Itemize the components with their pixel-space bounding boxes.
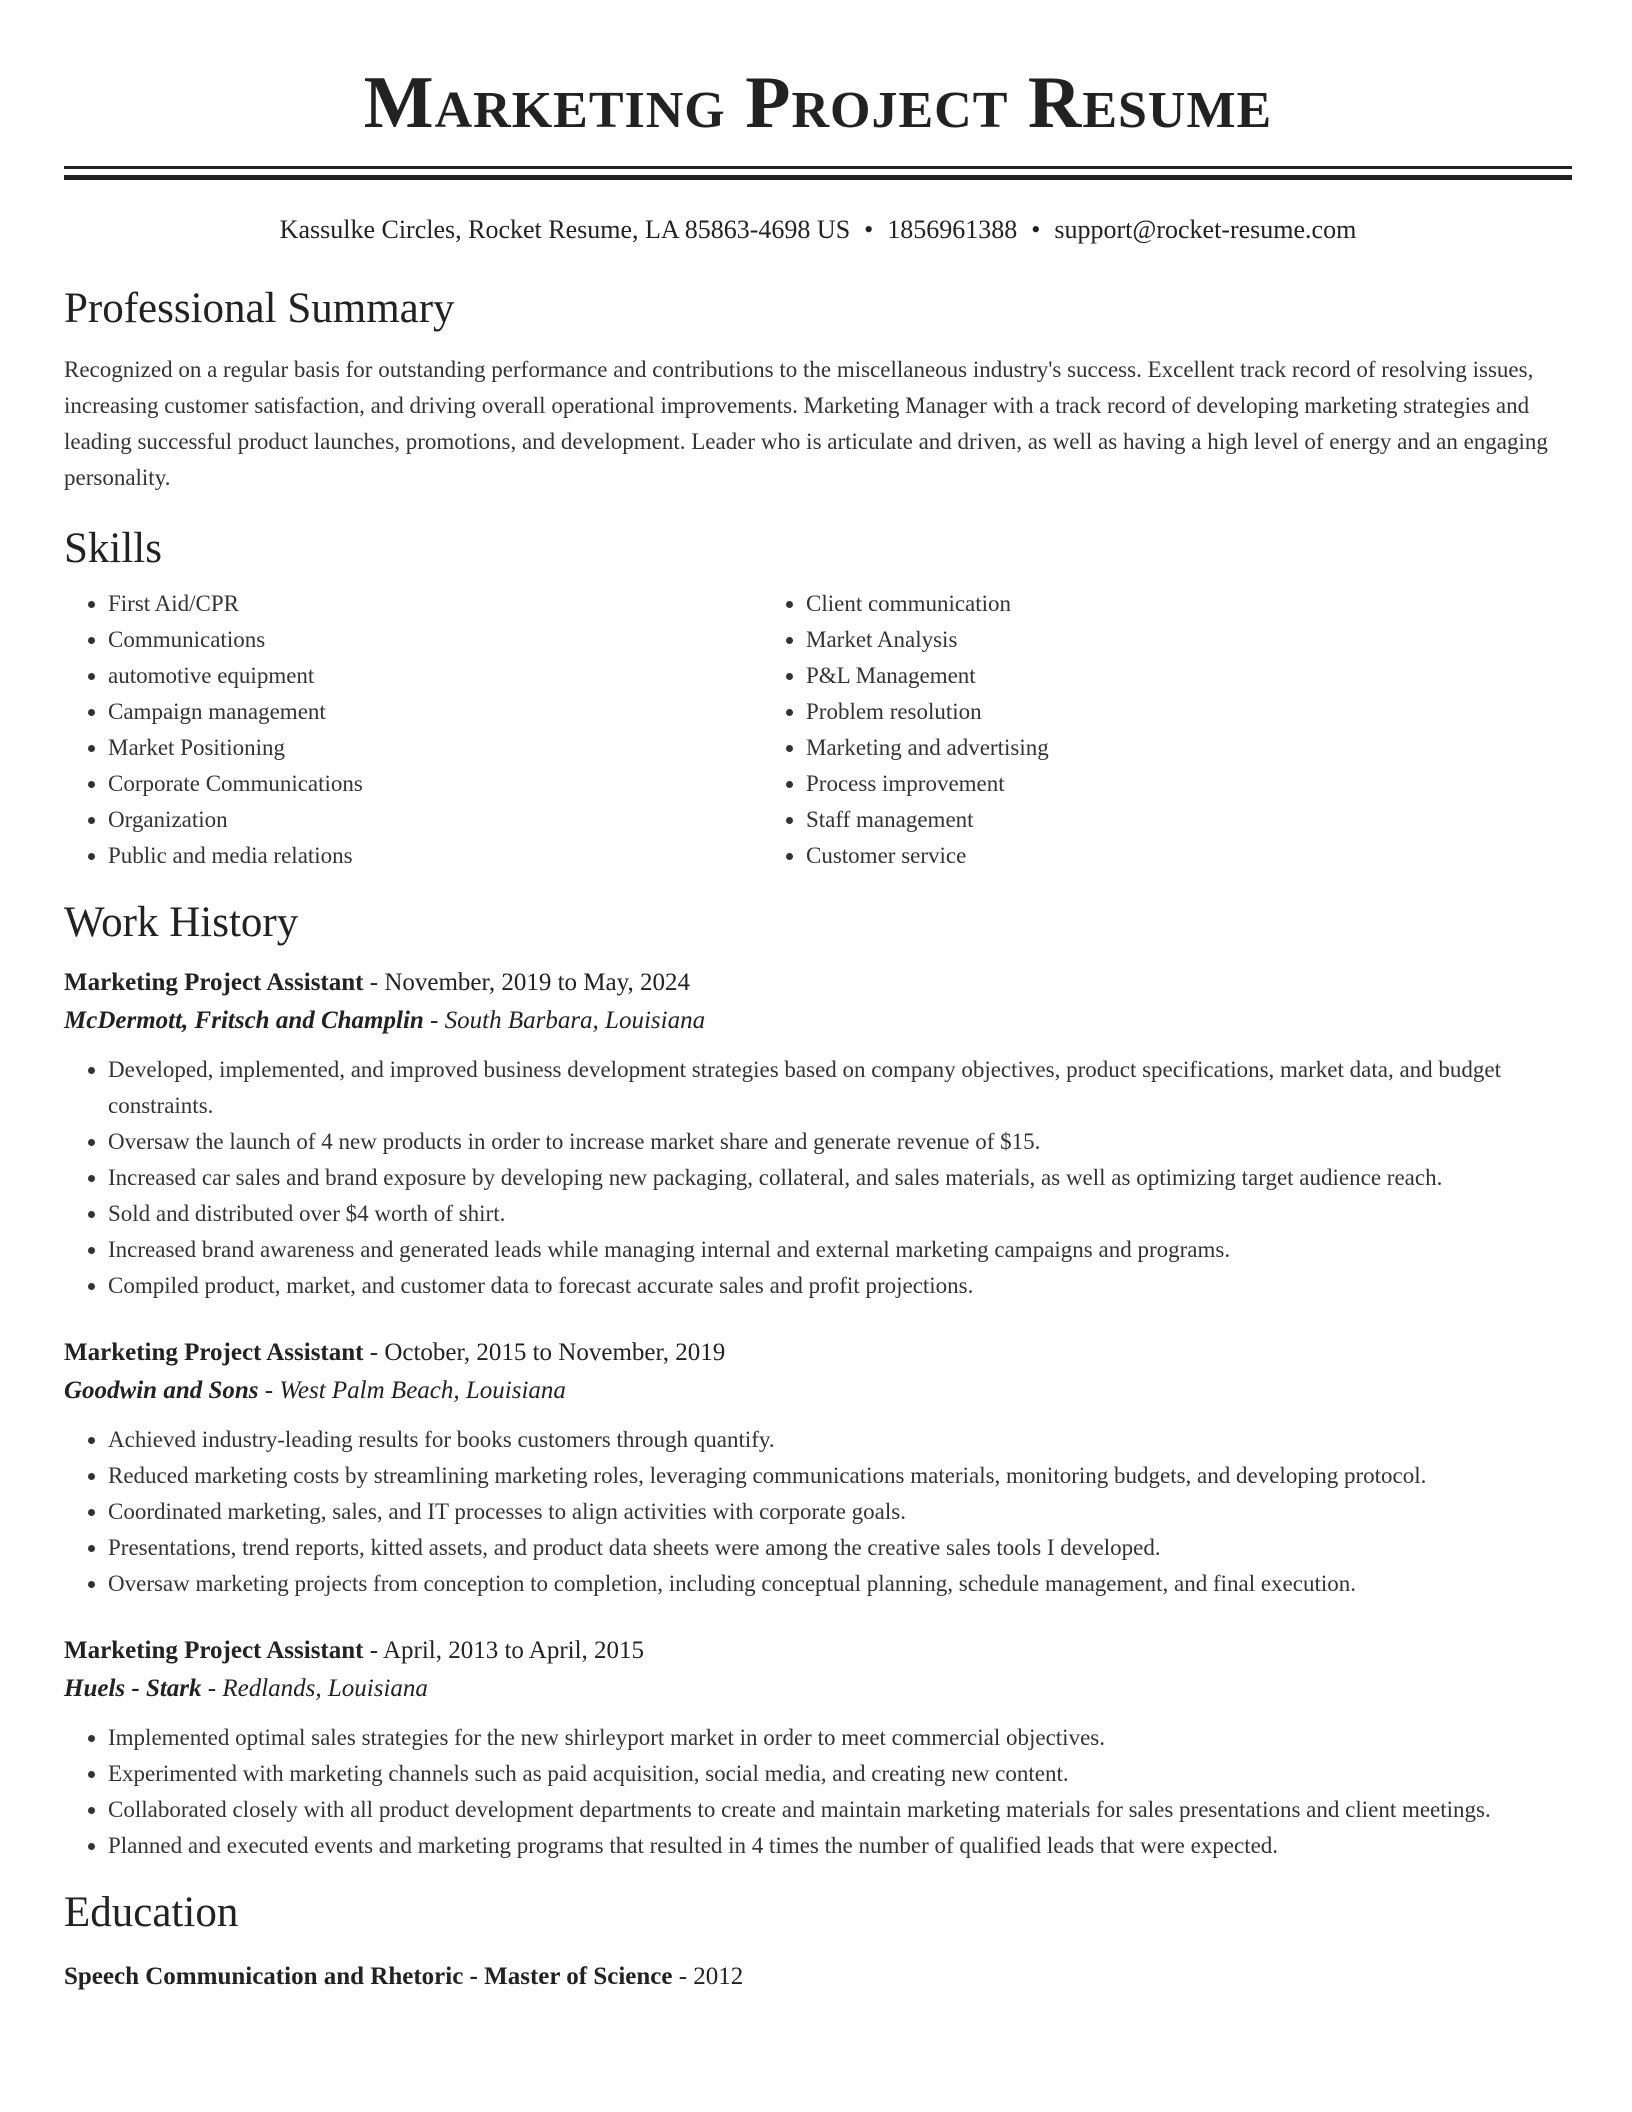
job-dates: - October, 2015 to November, 2019: [363, 1339, 726, 1366]
job-bullet: • Presentations, trend reports, kitted assets, and product data sheets were among the creative sales tools I developed.: [108, 1530, 1572, 1566]
skill-item: • P&L Management: [806, 658, 1572, 694]
skill-item: • Corporate Communications: [108, 766, 762, 802]
job-bullet: • Implemented optimal sales strategies for the new shirleyport market in order to meet commercial objectives.: [108, 1720, 1572, 1756]
job-company: Huels - Stark: [64, 1675, 202, 1702]
resume-page: [64, 0, 1572, 1996]
skill-item: • Process improvement: [806, 766, 1572, 802]
job-title-line: [64, 1632, 1572, 1670]
skill-item: • Campaign management: [108, 694, 762, 730]
contact-line: [64, 214, 1572, 246]
skills-list-right: [762, 586, 1572, 874]
job-title-line: [64, 1334, 1572, 1372]
education-entry: [64, 1958, 1572, 1996]
job-company-line: [64, 1372, 1572, 1410]
job-title-line: [64, 964, 1572, 1002]
job-title: Marketing Project Assistant: [64, 969, 364, 996]
job-bullet: • Coordinated marketing, sales, and IT processes to align activities with corporate goals.: [108, 1494, 1572, 1530]
job-bullet: • Developed, implemented, and improved business development strategies based on company objectives, product specifications, market data, and budget constraints.: [108, 1052, 1572, 1124]
job-location: - West Palm Beach, Louisiana: [258, 1377, 566, 1404]
skills-list-left: [64, 586, 762, 874]
education-year: - 2012: [672, 1963, 744, 1990]
skill-item: • Public and media relations: [108, 838, 762, 874]
job-title: Marketing Project Assistant: [64, 1339, 364, 1366]
education-degree: Speech Communication and Rhetoric - Master of Science: [64, 1963, 673, 1990]
skill-item: • Market Positioning: [108, 730, 762, 766]
job-company-line: [64, 1002, 1572, 1040]
skill-item: • Staff management: [806, 802, 1572, 838]
job-location: - Redlands, Louisiana: [201, 1675, 428, 1702]
skill-item: • Communications: [108, 622, 762, 658]
contact-separator: •: [864, 215, 874, 244]
contact-phone: 1856961388: [887, 215, 1018, 244]
job-entry: [64, 1334, 1572, 1602]
job-bullet: • Achieved industry-leading results for books customers through quantify.: [108, 1422, 1572, 1458]
job-bullet: • Increased brand awareness and generated leads while managing internal and external marketing campaigns and programs.: [108, 1232, 1572, 1268]
job-company: Goodwin and Sons: [64, 1377, 259, 1404]
contact-address: Kassulke Circles, Rocket Resume, LA 85863-4698 US: [279, 215, 851, 244]
job-bullets: [64, 1052, 1572, 1304]
title-divider-top: [64, 166, 1572, 169]
skills-heading: Skills: [64, 525, 162, 572]
skill-item: • Problem resolution: [806, 694, 1572, 730]
job-title: Marketing Project Assistant: [64, 1637, 364, 1664]
job-bullet: • Reduced marketing costs by streamlining marketing roles, leveraging communications materials, monitoring budgets, and developing protocol.: [108, 1458, 1572, 1494]
skill-item: • Marketing and advertising: [806, 730, 1572, 766]
job-bullet: • Increased car sales and brand exposure by developing new packaging, collateral, and sales materials, as well as optimizing target audience reach.: [108, 1160, 1572, 1196]
contact-email: support@rocket-resume.com: [1054, 215, 1357, 244]
job-bullet: • Collaborated closely with all product development departments to create and maintain marketing materials for sales presentations and client meetings.: [108, 1792, 1572, 1828]
job-bullet: • Compiled product, market, and customer data to forecast accurate sales and profit projections.: [108, 1268, 1572, 1304]
skill-item: • Customer service: [806, 838, 1572, 874]
job-dates: - November, 2019 to May, 2024: [363, 969, 690, 996]
education-heading: Education: [64, 1889, 239, 1936]
summary-heading: Professional Summary: [64, 285, 455, 332]
work-history-heading: Work History: [64, 899, 299, 946]
skill-item: • automotive equipment: [108, 658, 762, 694]
skill-item: • First Aid/CPR: [108, 586, 762, 622]
title-divider-bottom: [64, 175, 1572, 180]
job-location: - South Barbara, Louisiana: [423, 1007, 706, 1034]
resume-title: Marketing Project Resume: [363, 62, 1273, 144]
job-company-line: [64, 1670, 1572, 1708]
skill-item: • Client communication: [806, 586, 1572, 622]
job-bullet: • Experimented with marketing channels such as paid acquisition, social media, and creating new content.: [108, 1756, 1572, 1792]
job-entry: [64, 1632, 1572, 1864]
skill-item: • Organization: [108, 802, 762, 838]
skills-columns: [64, 586, 1572, 874]
job-bullets: [64, 1720, 1572, 1864]
job-dates: - April, 2013 to April, 2015: [363, 1637, 645, 1664]
job-entry: [64, 964, 1572, 1304]
job-company: McDermott, Fritsch and Champlin: [64, 1007, 424, 1034]
contact-separator: •: [1031, 215, 1041, 244]
job-bullet: • Oversaw marketing projects from conception to completion, including conceptual planning, schedule management, and final execution.: [108, 1566, 1572, 1602]
summary-text: Recognized on a regular basis for outstanding performance and contributions to the miscellaneous industry's success. Excellent track record of resolving issues, increasing customer satisfaction, and driving overall operational improvements. Marketing Manager with a track record of developing marketing strategies and leading successful product launches, promotions, and development. Leader who is articulate and driven, as well as having a high level of energy and an engaging personality.: [64, 357, 1548, 490]
job-bullet: • Sold and distributed over $4 worth of shirt.: [108, 1196, 1572, 1232]
job-bullets: [64, 1422, 1572, 1602]
skill-item: • Market Analysis: [806, 622, 1572, 658]
job-bullet: • Planned and executed events and marketing programs that resulted in 4 times the number of qualified leads that were expected.: [108, 1828, 1572, 1864]
job-bullet: • Oversaw the launch of 4 new products in order to increase market share and generate revenue of $15.: [108, 1124, 1572, 1160]
